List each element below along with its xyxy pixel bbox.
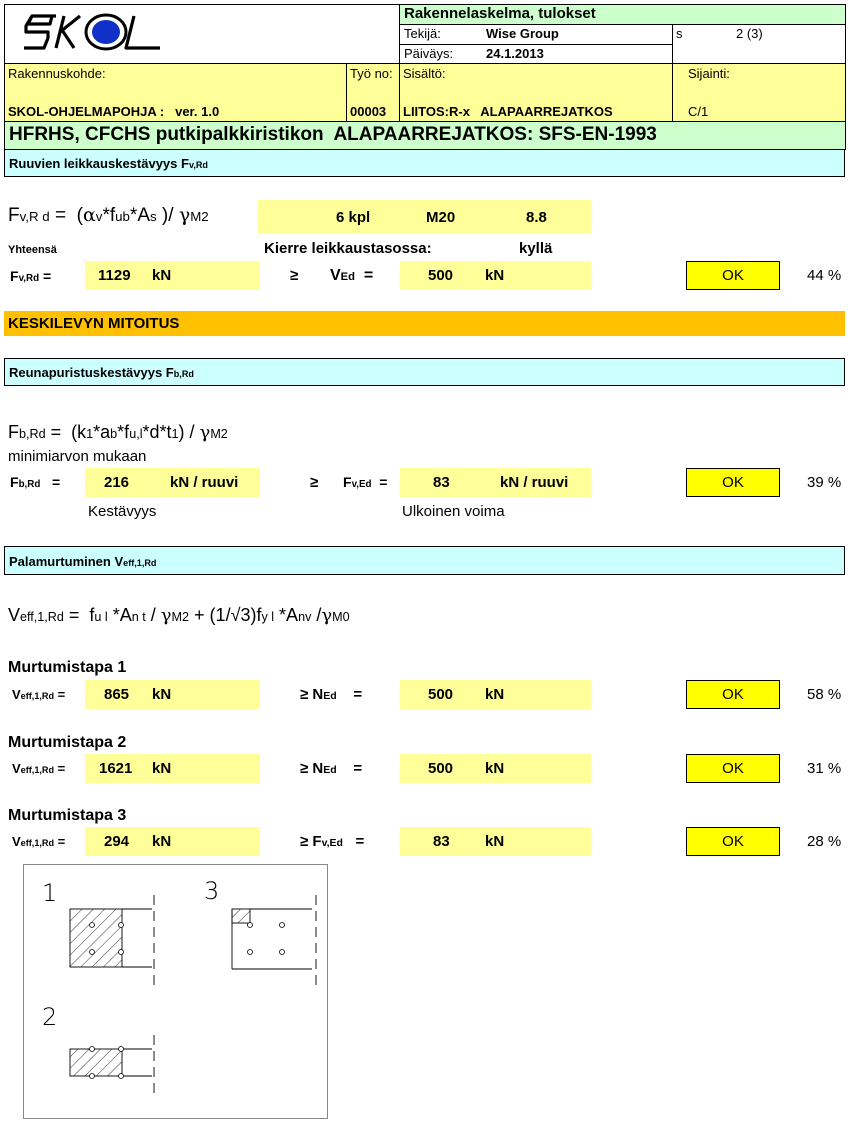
ned-symbol: ≥ F — [300, 833, 322, 850]
ved-sub: Ed — [340, 271, 355, 283]
veff-symbol: V — [12, 687, 21, 702]
ned-value: 500 — [428, 760, 454, 777]
resistance-label: Kestävyys — [88, 503, 157, 520]
bolt-count: 6 kpl — [336, 209, 371, 226]
veff-unit: kN — [152, 760, 172, 777]
total-label: Yhteensä — [8, 244, 57, 256]
ned-symbol: ≥ N — [300, 760, 324, 777]
fbrd-value: 216 — [104, 474, 130, 491]
veff-sub: eff,1,Rd — [20, 765, 55, 775]
utilization-mode-3: 28 % — [807, 833, 842, 850]
skol-logo — [22, 8, 167, 60]
section-band-plate — [4, 311, 845, 336]
utilization-bearing: 39 % — [807, 474, 842, 491]
ved-symbol: V — [330, 267, 341, 284]
veff-value: 865 — [104, 686, 130, 703]
fvrd-symbol: F — [10, 268, 19, 284]
band-text: KESKILEVYN MITOITUS — [8, 315, 180, 332]
status-mode-2: OK — [686, 754, 780, 783]
figure-label-3: 3 — [204, 877, 220, 905]
ned-symbol: ≥ N — [300, 686, 324, 703]
site-label: Rakennuskohde: — [8, 66, 106, 81]
mode-title: Murtumistapa 2 — [8, 734, 127, 751]
ned-sub: v,Ed — [321, 837, 343, 849]
veff-unit: kN — [152, 833, 172, 850]
page-value: 2 (3) — [736, 26, 763, 41]
formula-bearing: $F_{b,Rd} = (k_1*a_b*f_{u,l}*d*t_1) / \gamma_{M2}$ — [8, 422, 228, 443]
fved-unit: kN / ruuvi — [500, 474, 569, 491]
ned-unit: kN — [485, 686, 505, 703]
author-value: Wise Group — [486, 26, 559, 41]
veff-sub: eff,1,Rd — [20, 838, 55, 848]
min-note: minimiarvon mukaan — [8, 448, 147, 465]
veff-symbol: V — [12, 761, 21, 776]
main-title: HFRHS, CFCHS putkipalkkiristikon ALAPAARREJATKOS: SFS-EN-1993 — [9, 124, 657, 145]
geq-2: ≥ — [310, 474, 319, 491]
mode-title: Murtumistapa 1 — [8, 659, 127, 676]
bolt-class: 8.8 — [526, 209, 547, 226]
status-mode-3: OK — [686, 827, 780, 856]
mode-1-sketch — [70, 895, 154, 987]
figure-label-2: 2 — [42, 1003, 58, 1031]
site-value: SKOL-OHJELMAPOHJA : ver. 1.0 — [8, 104, 220, 119]
failure-modes-figure — [23, 864, 328, 1119]
mode-3-sketch — [232, 895, 316, 989]
ned-sub: Ed — [323, 764, 337, 776]
doc-title: Rakennelaskelma, tulokset — [404, 5, 596, 22]
tearing-heading-sub: eff,1,Rd — [123, 558, 157, 568]
fved-value: 83 — [433, 474, 450, 491]
fbrd-symbol: F — [10, 474, 19, 490]
utilization-shear: 44 % — [807, 267, 842, 284]
job-label: Työ no: — [350, 66, 393, 81]
veff-value: 1621 — [99, 760, 133, 777]
job-value: 00003 — [350, 104, 387, 119]
veff-unit: kN — [152, 686, 172, 703]
ned-unit: kN — [485, 760, 505, 777]
bearing-heading-text: Reunapuristuskestävyys F — [9, 365, 174, 380]
geq-1: ≥ — [290, 267, 299, 284]
fvrd-value: 1129 — [98, 267, 131, 284]
date-value: 24.1.2013 — [486, 46, 544, 61]
utilization-mode-2: 31 % — [807, 760, 842, 777]
status-shear: OK — [686, 261, 780, 290]
veff-symbol: V — [12, 834, 21, 849]
ved-unit: kN — [485, 267, 505, 284]
fved-sub: v,Ed — [351, 479, 372, 490]
section-heading-shear — [4, 150, 845, 177]
page-label: s — [676, 26, 683, 41]
thread-label: Kierre leikkaustasossa: — [264, 240, 432, 257]
figure-label-1: 1 — [42, 879, 58, 907]
formula-block-tearing: $V_{eff,1,Rd} = f_{u l}$ $*A_{n t} / \gamma_{M2} + (1/√3)f_{y l}$ $*A_{nv}$ $/\gamma_{M0}$ — [8, 605, 350, 626]
section-heading-bearing — [4, 358, 845, 386]
shear-heading-sub: v,Rd — [188, 160, 208, 170]
fbrd-unit: kN / ruuvi — [170, 474, 239, 491]
tearing-heading-text: Palamurtuminen V — [9, 554, 124, 569]
fvrd-sub: v,Rd — [18, 273, 40, 284]
fvrd-unit: kN — [152, 267, 172, 284]
location-label: Sijainti: — [688, 66, 730, 81]
status-mode-1: OK — [686, 680, 780, 709]
content-label: Sisältö: — [403, 66, 446, 81]
content-value: LIITOS:R-x ALAPAARREJATKOS — [403, 104, 613, 119]
ved-value: 500 — [428, 267, 454, 284]
ned-sub: Ed — [323, 690, 337, 702]
ned-value: 500 — [428, 686, 454, 703]
fved-symbol: F — [343, 474, 352, 490]
formula-shear: $F_{v,R d} = (\alpha_v*f_{ub}*A_s$ )/ $\gamma_{M2}$ — [8, 204, 209, 226]
thread-value: kyllä — [519, 240, 553, 257]
ned-value: 83 — [433, 833, 450, 850]
fbrd-sub: b,Rd — [18, 479, 41, 490]
veff-value: 294 — [104, 833, 130, 850]
utilization-mode-1: 58 % — [807, 686, 842, 703]
date-label: Päiväys: — [404, 46, 454, 61]
external-force-label: Ulkoinen voima — [402, 503, 505, 520]
bolt-size: M20 — [426, 209, 456, 226]
bearing-heading-sub: b,Rd — [173, 369, 194, 379]
veff-sub: eff,1,Rd — [20, 691, 55, 701]
mode-2-sketch — [70, 1035, 154, 1097]
mode-title: Murtumistapa 3 — [8, 807, 127, 824]
status-bearing: OK — [686, 468, 780, 497]
ned-unit: kN — [485, 833, 505, 850]
section-heading-block-tearing — [4, 546, 845, 575]
author-label: Tekijä: — [404, 26, 441, 41]
location-value: C/1 — [688, 104, 709, 119]
shear-heading-text: Ruuvien leikkauskestävyys F — [9, 156, 189, 171]
